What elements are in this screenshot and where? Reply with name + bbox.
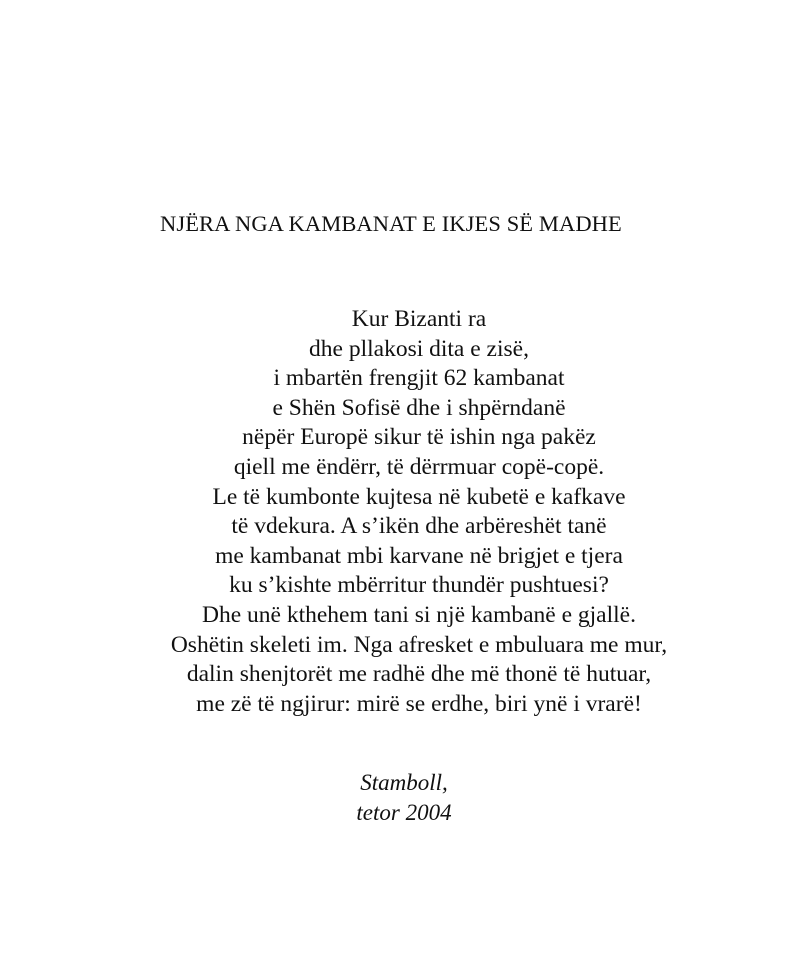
signoff-place: Stamboll, <box>360 770 448 795</box>
poem-body <box>0 305 804 719</box>
poem-line: Oshëtin skeleti im. Nga afresket e mbuluara me mur, <box>170 631 668 658</box>
poem-line: dalin shenjtorët me radhë dhe më thonë të hutuar, <box>186 661 652 688</box>
poem-line: me kambanat mbi karvane në brigjet e tjera <box>215 542 623 569</box>
poem-line: të vdekura. A s’ikën dhe arbëreshët tanë <box>231 513 607 540</box>
poem-line: qiell me ëndërr, të dërrmuar copë-copë. <box>233 453 605 480</box>
poem-signoff <box>334 768 474 828</box>
poem-title: NJËRA NGA KAMBANAT E IKJES SË MADHE <box>160 211 622 236</box>
poem-line: ku s’kishte mbërritur thundër pushtuesi? <box>229 572 609 599</box>
poem-line: Le të kumbonte kujtesa në kubetë e kafkave <box>212 483 626 510</box>
poem-line: me zë të ngjirur: mirë se erdhe, biri ynë i vrarë! <box>196 690 642 717</box>
signoff-date: tetor 2004 <box>356 800 452 825</box>
poem-line: e Shën Sofisë dhe i shpërndanë <box>272 394 566 421</box>
poem-line: nëpër Europë sikur të ishin nga pakëz <box>242 424 596 451</box>
poem-line: dhe pllakosi dita e zisë, <box>309 335 529 362</box>
poem-line: Kur Bizanti ra <box>351 306 487 332</box>
poem-line: Dhe unë kthehem tani si një kambanë e gjallë. <box>202 601 636 628</box>
poem-line: i mbartën frengjit 62 kambanat <box>273 365 565 392</box>
